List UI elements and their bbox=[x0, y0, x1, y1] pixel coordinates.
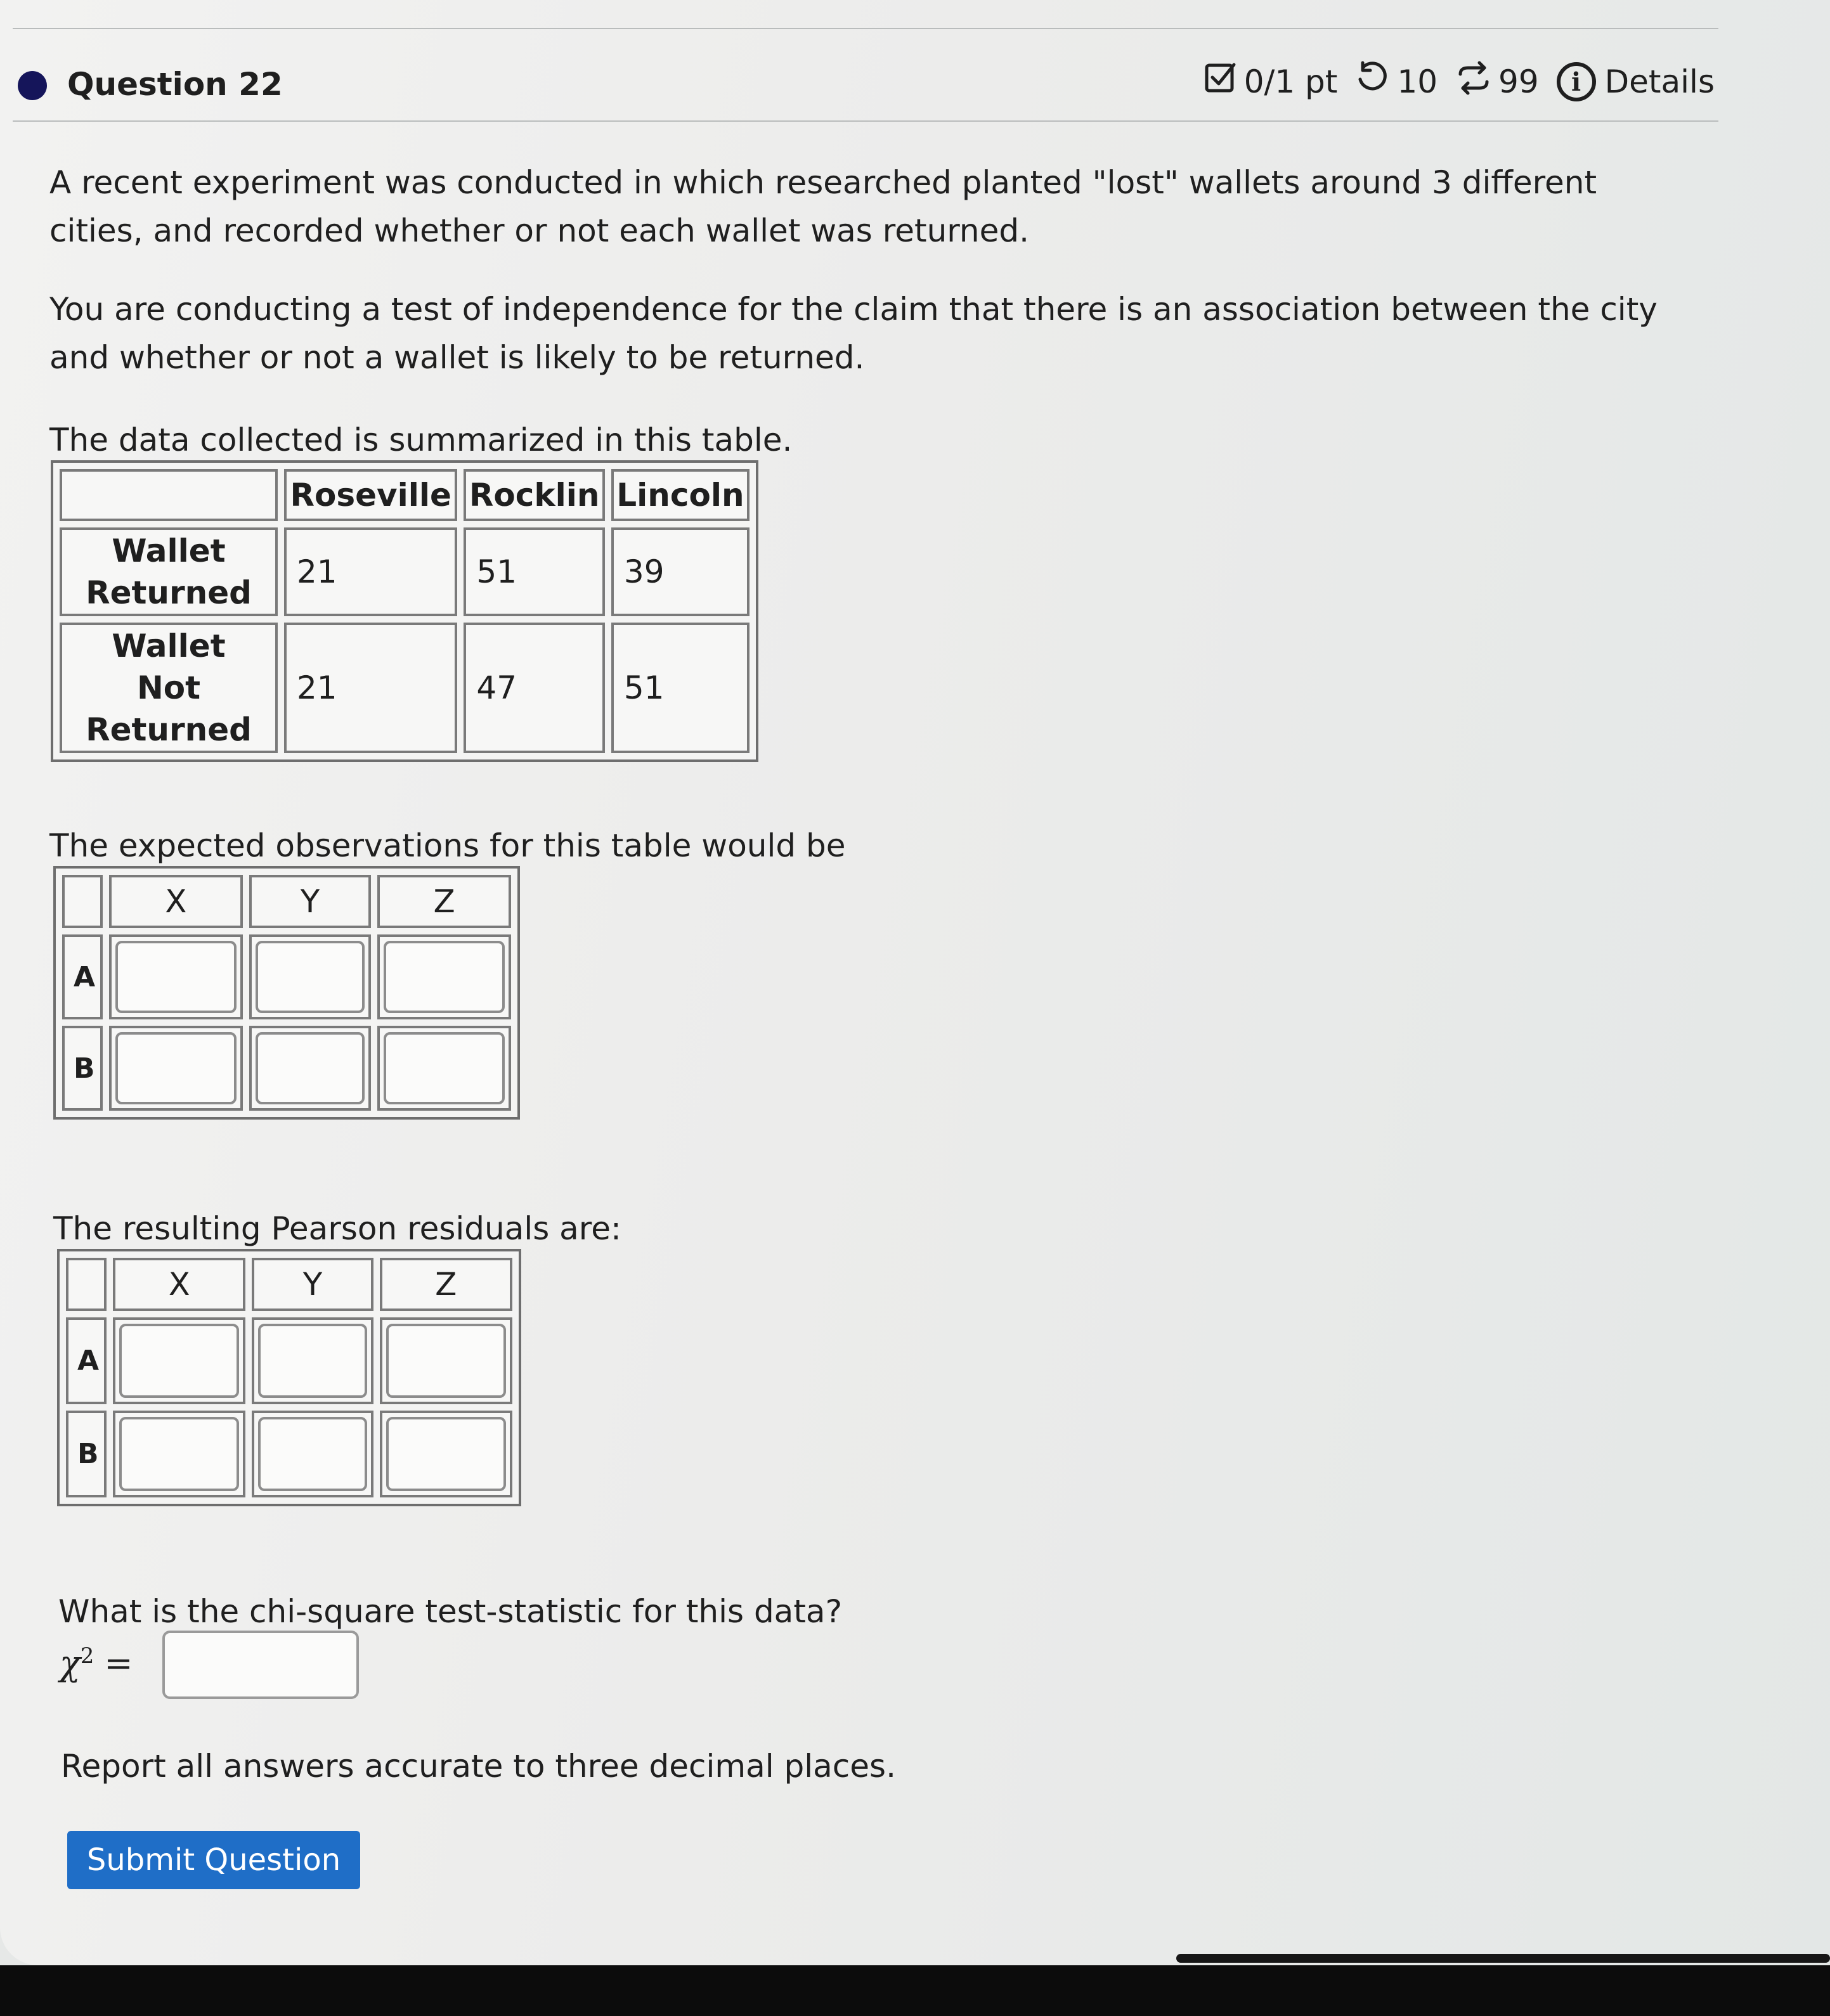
column-header-z: Z bbox=[377, 875, 511, 928]
equals-sign: = bbox=[104, 1643, 133, 1683]
details-link[interactable]: Details bbox=[1604, 63, 1715, 100]
info-icon[interactable]: i bbox=[1557, 62, 1596, 101]
row-header-wallet-returned bbox=[60, 527, 278, 616]
corner-cell bbox=[60, 469, 278, 521]
question-status-dot bbox=[18, 71, 47, 100]
header-divider bbox=[13, 120, 1718, 122]
expected-b-z-input[interactable] bbox=[384, 1032, 505, 1104]
row-label-b: B bbox=[66, 1411, 107, 1497]
residual-b-y-input[interactable] bbox=[258, 1417, 367, 1491]
expected-cell bbox=[109, 934, 243, 1019]
expected-cell bbox=[377, 934, 511, 1019]
claim-text: You are conducting a test of independence for the claim that there is an association between the city and whether or not a wallet is likely to be returned. bbox=[49, 291, 1658, 376]
retry-icon[interactable] bbox=[1355, 60, 1391, 103]
chi-power: 2 bbox=[80, 1643, 94, 1669]
observed-cell: 21 bbox=[284, 623, 457, 753]
expected-a-z-input[interactable] bbox=[384, 941, 505, 1013]
observed-cell: 51 bbox=[464, 527, 605, 616]
observed-data-table bbox=[51, 460, 758, 762]
expected-a-x-input[interactable] bbox=[115, 941, 237, 1013]
residual-cell bbox=[252, 1317, 373, 1404]
question-meta bbox=[1204, 53, 1715, 110]
row-header-line: Returned bbox=[86, 574, 252, 611]
observed-cell: 21 bbox=[284, 527, 457, 616]
observed-cell: 51 bbox=[611, 623, 750, 753]
row-label-b: B bbox=[62, 1026, 103, 1111]
corner-cell bbox=[66, 1258, 107, 1311]
residual-cell bbox=[380, 1411, 513, 1497]
chi-square-question: What is the chi-square test-statistic for this data? bbox=[58, 1593, 843, 1630]
corner-cell bbox=[62, 875, 103, 928]
column-header-rocklin: Rocklin bbox=[464, 469, 605, 521]
residual-cell bbox=[113, 1317, 245, 1404]
report-note: Report all answers accurate to three decimal places. bbox=[61, 1748, 896, 1785]
residual-a-x-input[interactable] bbox=[119, 1324, 239, 1398]
expected-cell bbox=[249, 934, 371, 1019]
device-bezel bbox=[0, 1965, 1830, 2016]
row-label-a: A bbox=[66, 1317, 107, 1404]
column-header-y: Y bbox=[249, 875, 371, 928]
observed-cell: 47 bbox=[464, 623, 605, 753]
expected-cell bbox=[109, 1026, 243, 1111]
chi-symbol: χ bbox=[60, 1643, 81, 1683]
residual-a-y-input[interactable] bbox=[258, 1324, 367, 1398]
home-indicator bbox=[1176, 1954, 1830, 1963]
submit-question-button[interactable]: Submit Question bbox=[67, 1831, 360, 1889]
score-text: 0/1 pt bbox=[1243, 63, 1338, 100]
retries-count: 10 bbox=[1397, 63, 1438, 100]
chi-square-input[interactable] bbox=[162, 1631, 359, 1699]
expected-caption: The expected observations for this table would be bbox=[49, 827, 846, 864]
row-header-line: Wallet bbox=[112, 628, 226, 664]
column-header-y: Y bbox=[252, 1258, 373, 1311]
question-title: Question 22 bbox=[67, 66, 283, 103]
checkbox-score-icon bbox=[1204, 61, 1238, 103]
top-divider bbox=[13, 28, 1718, 29]
expected-cell bbox=[377, 1026, 511, 1111]
expected-b-x-input[interactable] bbox=[115, 1032, 237, 1104]
chi-square-label bbox=[60, 1643, 133, 1683]
column-header-lincoln: Lincoln bbox=[611, 469, 750, 521]
column-header-x: X bbox=[113, 1258, 245, 1311]
data-caption: The data collected is summarized in this table. bbox=[49, 422, 793, 458]
residual-b-x-input[interactable] bbox=[119, 1417, 239, 1491]
expected-b-y-input[interactable] bbox=[256, 1032, 365, 1104]
column-header-x: X bbox=[109, 875, 243, 928]
attempts-icon bbox=[1455, 60, 1492, 103]
residual-cell bbox=[252, 1411, 373, 1497]
expected-table bbox=[53, 866, 520, 1120]
residual-cell bbox=[380, 1317, 513, 1404]
observed-cell: 39 bbox=[611, 527, 750, 616]
intro-text: A recent experiment was conducted in which researched planted "lost" wallets around 3 different cities, and recorded whether or not each wallet was returned. bbox=[49, 164, 1597, 249]
attempts-count: 99 bbox=[1498, 63, 1539, 100]
row-header-wallet-not-returned bbox=[60, 623, 278, 753]
expected-a-y-input[interactable] bbox=[256, 941, 365, 1013]
column-header-roseville: Roseville bbox=[284, 469, 457, 521]
row-header-line: Wallet bbox=[112, 533, 226, 569]
expected-cell bbox=[249, 1026, 371, 1111]
row-header-line: Not Returned bbox=[86, 669, 252, 748]
row-label-a: A bbox=[62, 934, 103, 1019]
residuals-caption: The resulting Pearson residuals are: bbox=[53, 1210, 621, 1247]
residual-cell bbox=[113, 1411, 245, 1497]
residual-b-z-input[interactable] bbox=[386, 1417, 507, 1491]
column-header-z: Z bbox=[380, 1258, 513, 1311]
residual-a-z-input[interactable] bbox=[386, 1324, 507, 1398]
question-header bbox=[13, 49, 1718, 119]
residuals-table bbox=[57, 1249, 521, 1506]
